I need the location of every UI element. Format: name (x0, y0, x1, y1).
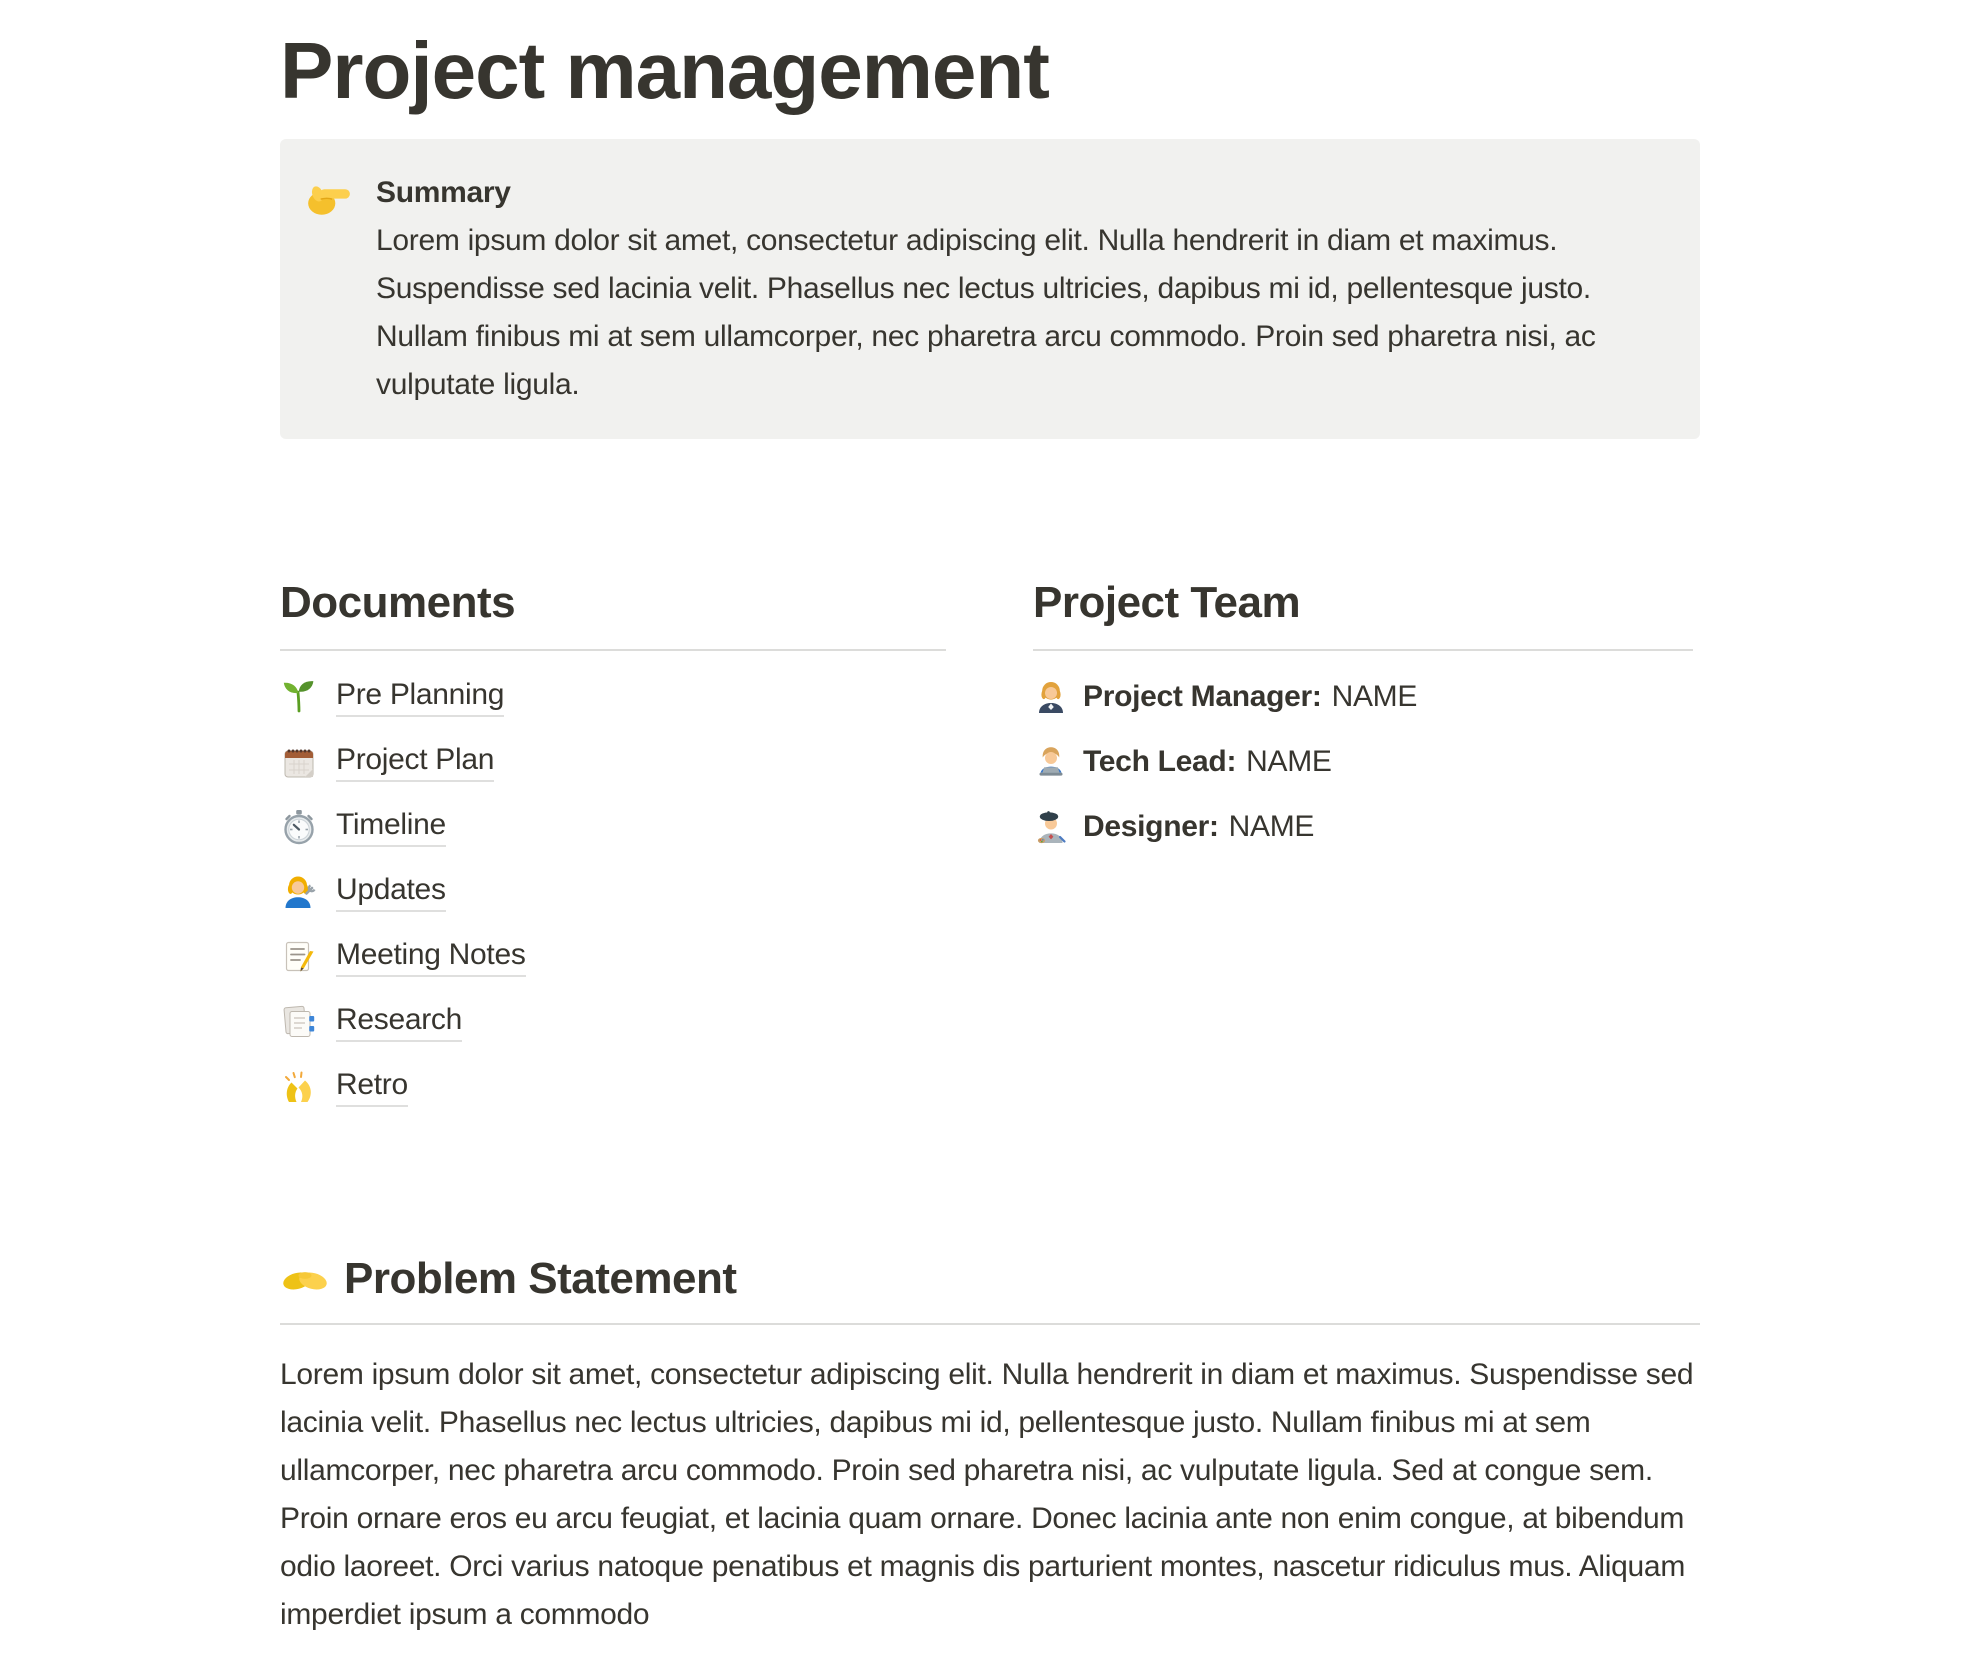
documents-heading: Documents (280, 577, 516, 627)
team-member-project-manager (1033, 665, 1693, 730)
notion-page (0, 26, 1978, 1660)
woman-office-worker-icon (1033, 679, 1069, 715)
team-list (1033, 665, 1693, 860)
doc-link-updates[interactable] (280, 860, 946, 925)
doc-link-label: Updates (336, 873, 446, 912)
two-column-section (280, 579, 1700, 1120)
team-member-name: NAME (1331, 680, 1418, 714)
problem-statement-header (280, 1255, 1700, 1303)
problem-statement-body: Lorem ipsum dolor sit amet, consectetur adipiscing elit. Nulla hendrerit in diam et maximus. Suspendisse sed lacinia velit. Phasellus nec lectus ultricies, dapibus mi id, pellentesque justo. Nullam finibus mi at sem ullamcorper, nec pharetra arcu commodo. Proin sed pharetra nisi, ac vulputate ligula. Sed at congue sem. Proin ornare eros eu arcu feugiat, et lacinia quam ornare. Donec lacinia ante non enim congue, at bibendum odio laoreet. Orci varius natoque penatibus et magnis dis parturient montes, nascetur ridiculus mus. Aliquam imperdiet ipsum a commodo (280, 1358, 1694, 1632)
team-member-role: Tech Lead: (1083, 745, 1237, 779)
doc-link-timeline[interactable] (280, 795, 946, 860)
summary-callout (280, 139, 1700, 439)
team-member-role: Designer: (1083, 810, 1219, 844)
team-divider (1033, 649, 1693, 651)
clapping-hands-icon (280, 1068, 318, 1106)
team-column (1033, 579, 1693, 1120)
woman-mechanic-icon (280, 873, 318, 911)
doc-link-label: Pre Planning (336, 678, 504, 717)
man-technologist-icon (1033, 744, 1069, 780)
documents-list (280, 665, 946, 1120)
doc-link-label: Meeting Notes (336, 938, 526, 977)
doc-link-label: Research (336, 1003, 462, 1042)
stopwatch-icon (280, 808, 318, 846)
summary-title: Summary (376, 175, 511, 209)
team-heading: Project Team (1033, 577, 1301, 627)
problem-divider (280, 1323, 1700, 1325)
documents-divider (280, 649, 946, 651)
summary-body: Lorem ipsum dolor sit amet, consectetur adipiscing elit. Nulla hendrerit in diam et maximus. Suspendisse sed lacinia velit. Phasellus nec lectus ultricies, dapibus mi id, pellentesque justo. Nullam finibus mi at sem ullamcorper, nec pharetra arcu commodo. Proin sed pharetra nisi, ac vulputate ligula. (376, 223, 1596, 401)
summary-callout-text (376, 169, 1660, 409)
problem-statement-heading: Problem Statement (344, 1253, 737, 1303)
doc-link-project-plan[interactable] (280, 730, 946, 795)
point-right-icon (304, 172, 352, 225)
bookmark-tabs-icon (280, 1003, 318, 1041)
team-member-designer (1033, 795, 1693, 860)
documents-column (280, 579, 946, 1120)
team-member-role: Project Manager: (1083, 680, 1322, 714)
man-artist-icon (1033, 809, 1069, 845)
team-member-tech-lead (1033, 730, 1693, 795)
page-title: Project management (280, 26, 1049, 115)
spiral-calendar-icon (280, 743, 318, 781)
doc-link-label: Retro (336, 1068, 408, 1107)
problem-statement-section (280, 1255, 1700, 1639)
memo-icon (280, 938, 318, 976)
team-member-name: NAME (1246, 745, 1332, 779)
team-member-name: NAME (1228, 810, 1315, 844)
doc-link-label: Timeline (336, 808, 446, 847)
seedling-icon (280, 678, 318, 716)
handshake-icon (280, 1259, 330, 1299)
doc-link-retro[interactable] (280, 1055, 946, 1120)
doc-link-label: Project Plan (336, 743, 494, 782)
doc-link-research[interactable] (280, 990, 946, 1055)
page-content (280, 26, 1700, 1639)
doc-link-meeting-notes[interactable] (280, 925, 946, 990)
doc-link-pre-planning[interactable] (280, 665, 946, 730)
